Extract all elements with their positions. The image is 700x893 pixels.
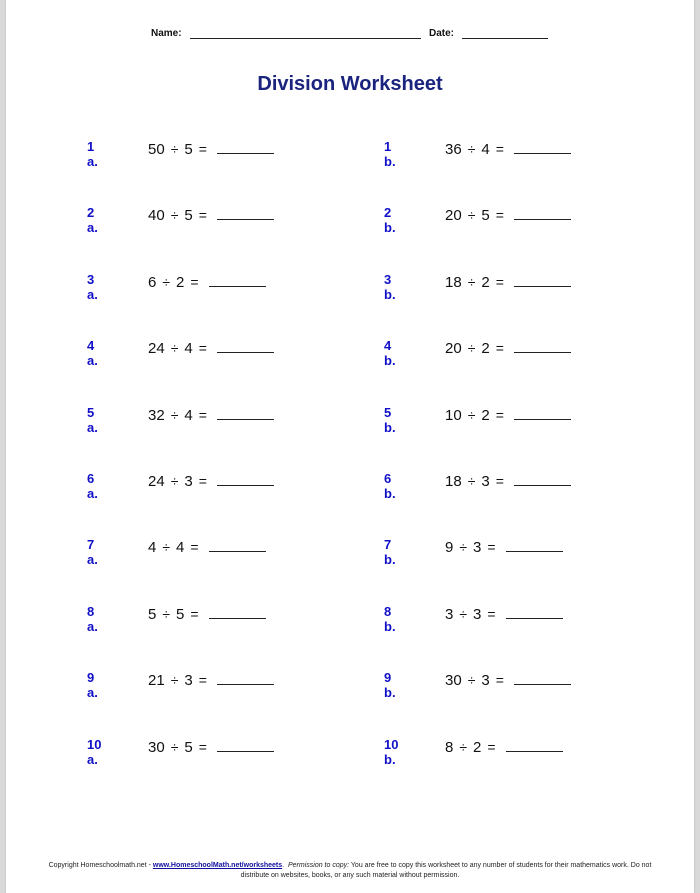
equals-sign: = bbox=[495, 406, 504, 423]
problem-number: 3 b. bbox=[384, 271, 396, 302]
divisor: 3 bbox=[481, 473, 490, 490]
divide-sign: ÷ bbox=[459, 738, 468, 755]
equals-sign: = bbox=[198, 141, 207, 157]
problem-number: 9 a. bbox=[87, 670, 98, 701]
divide-sign: ÷ bbox=[162, 605, 171, 622]
answer-blank[interactable] bbox=[514, 471, 571, 486]
divisor: 4 bbox=[184, 406, 193, 424]
dividend: 40 bbox=[148, 207, 165, 225]
equals-sign: = bbox=[198, 207, 207, 224]
dividend: 6 bbox=[148, 273, 157, 291]
divisor: 2 bbox=[481, 406, 490, 424]
equals-sign: = bbox=[487, 738, 496, 755]
problem-number: 5 a. bbox=[87, 404, 98, 435]
problem-number: 9 b. bbox=[384, 670, 396, 701]
division-expression bbox=[445, 338, 571, 357]
equals-sign: = bbox=[190, 605, 199, 622]
divide-sign: ÷ bbox=[467, 141, 476, 157]
name-label: Name: bbox=[151, 28, 182, 39]
divisor: 4 bbox=[481, 141, 490, 158]
equals-sign: = bbox=[198, 672, 207, 689]
dividend: 32 bbox=[148, 406, 165, 424]
division-expression bbox=[445, 205, 571, 224]
answer-blank[interactable] bbox=[514, 405, 571, 420]
equals-sign: = bbox=[495, 273, 504, 290]
page-title: Division Worksheet bbox=[257, 73, 443, 95]
equals-sign: = bbox=[495, 141, 504, 157]
division-expression bbox=[445, 604, 563, 623]
answer-blank[interactable] bbox=[217, 405, 274, 420]
equals-sign: = bbox=[190, 539, 199, 556]
equals-sign: = bbox=[495, 207, 504, 224]
divide-sign: ÷ bbox=[170, 672, 179, 689]
equals-sign: = bbox=[487, 605, 496, 622]
problem-number: 4 a. bbox=[87, 338, 98, 369]
permission-label: Permission to copy: bbox=[287, 862, 350, 869]
problem-number: 6 a. bbox=[87, 471, 98, 501]
problem-number: 4 b. bbox=[384, 338, 396, 369]
division-expression bbox=[148, 205, 274, 224]
problem-number: 7 a. bbox=[87, 537, 98, 568]
divisor: 5 bbox=[481, 207, 490, 225]
divisor: 4 bbox=[176, 539, 185, 557]
divisor: 2 bbox=[481, 273, 490, 291]
division-expression bbox=[445, 537, 563, 556]
divisor: 5 bbox=[184, 738, 193, 756]
divisor: 5 bbox=[184, 207, 193, 225]
dividend: 21 bbox=[148, 672, 165, 690]
divide-sign: ÷ bbox=[467, 473, 476, 489]
division-expression bbox=[445, 272, 571, 291]
answer-blank[interactable] bbox=[506, 737, 563, 752]
division-expression bbox=[445, 670, 571, 689]
division-expression bbox=[148, 338, 274, 357]
division-expression bbox=[148, 139, 274, 158]
divide-sign: ÷ bbox=[170, 738, 179, 755]
answer-blank[interactable] bbox=[217, 338, 274, 353]
permission-text: You are free to copy this worksheet to any number of students for their mathematics work. Do not distribute on websites, books, or any such material without permission. bbox=[240, 862, 652, 879]
divisor: 4 bbox=[184, 340, 193, 358]
equals-sign: = bbox=[495, 473, 504, 489]
dividend: 4 bbox=[148, 539, 157, 557]
date-blank-line bbox=[462, 38, 548, 39]
problem-number: 6 b. bbox=[384, 471, 396, 501]
copyright-text: Copyright Homeschoolmath.net - bbox=[48, 862, 153, 869]
divide-sign: ÷ bbox=[170, 340, 179, 357]
dividend: 18 bbox=[445, 473, 462, 490]
problem-number: 8 a. bbox=[87, 603, 98, 634]
problem-number: 10 b. bbox=[384, 736, 399, 767]
division-expression bbox=[148, 405, 274, 424]
problem-number: 8 b. bbox=[384, 603, 396, 634]
division-expression bbox=[148, 604, 266, 623]
divide-sign: ÷ bbox=[459, 539, 468, 556]
divisor: 2 bbox=[473, 738, 482, 756]
equals-sign: = bbox=[198, 340, 207, 357]
answer-blank[interactable] bbox=[209, 272, 266, 287]
dividend: 3 bbox=[445, 605, 454, 623]
answer-blank[interactable] bbox=[217, 205, 274, 220]
divide-sign: ÷ bbox=[467, 207, 476, 224]
equals-sign: = bbox=[495, 672, 504, 689]
date-label: Date: bbox=[429, 28, 455, 39]
homeschoolmath-link[interactable]: www.HomeschoolMath.net/worksheets bbox=[152, 862, 283, 869]
equals-sign: = bbox=[198, 406, 207, 423]
divisor: 5 bbox=[184, 141, 193, 158]
answer-blank[interactable] bbox=[506, 604, 563, 619]
division-expression bbox=[148, 471, 274, 490]
division-expression bbox=[445, 471, 571, 490]
problem-number: 2 b. bbox=[384, 205, 396, 236]
worksheet-page bbox=[6, 0, 694, 893]
division-expression bbox=[445, 737, 563, 756]
divisor: 2 bbox=[481, 340, 490, 358]
division-expression bbox=[445, 139, 571, 158]
dividend: 36 bbox=[445, 141, 462, 158]
division-expression bbox=[445, 405, 571, 424]
equals-sign: = bbox=[198, 738, 207, 755]
divide-sign: ÷ bbox=[459, 605, 468, 622]
equals-sign: = bbox=[495, 340, 504, 357]
dividend: 30 bbox=[148, 738, 165, 756]
divide-sign: ÷ bbox=[170, 207, 179, 224]
problem-number: 5 b. bbox=[384, 404, 396, 435]
problem-number: 1 a. bbox=[87, 139, 98, 169]
division-expression bbox=[148, 737, 274, 756]
dividend: 10 bbox=[445, 406, 462, 424]
problem-number: 10 a. bbox=[87, 736, 102, 767]
copyright-footer: Copyright Homeschoolmath.net - www.HomeschoolMath.net/worksheets. Permission to copy: You are free to copy this worksheet to any number of students for their mathematics work. Do not distribute on websites, books, or any such material without permission. bbox=[48, 862, 652, 879]
equals-sign: = bbox=[198, 473, 207, 489]
dividend: 18 bbox=[445, 273, 462, 291]
divide-sign: ÷ bbox=[162, 273, 171, 290]
division-expression bbox=[148, 272, 266, 291]
divisor: 3 bbox=[473, 539, 482, 557]
answer-blank[interactable] bbox=[514, 670, 571, 685]
equals-sign: = bbox=[190, 273, 199, 290]
answer-blank[interactable] bbox=[217, 737, 274, 752]
divide-sign: ÷ bbox=[170, 473, 179, 489]
divisor: 3 bbox=[184, 672, 193, 690]
problem-number: 7 b. bbox=[384, 537, 396, 568]
dividend: 50 bbox=[148, 141, 165, 158]
answer-blank[interactable] bbox=[209, 537, 266, 552]
division-expression bbox=[148, 670, 274, 689]
dividend: 5 bbox=[148, 605, 157, 623]
answer-blank[interactable] bbox=[209, 604, 266, 619]
divide-sign: ÷ bbox=[162, 539, 171, 556]
answer-blank[interactable] bbox=[217, 139, 274, 154]
divide-sign: ÷ bbox=[467, 406, 476, 423]
problem-number: 3 a. bbox=[87, 271, 98, 302]
answer-blank[interactable] bbox=[514, 205, 571, 220]
dividend: 20 bbox=[445, 340, 462, 358]
answer-blank[interactable] bbox=[514, 272, 571, 287]
divisor: 2 bbox=[176, 273, 185, 291]
dividend: 8 bbox=[445, 738, 454, 756]
dividend: 9 bbox=[445, 539, 454, 557]
divide-sign: ÷ bbox=[170, 141, 179, 157]
dividend: 24 bbox=[148, 340, 165, 358]
name-blank-line bbox=[190, 38, 421, 39]
problem-number: 1 b. bbox=[384, 139, 396, 169]
division-expression bbox=[148, 537, 266, 556]
dividend: 20 bbox=[445, 207, 462, 225]
dividend: 30 bbox=[445, 672, 462, 690]
divide-sign: ÷ bbox=[467, 273, 476, 290]
answer-blank[interactable] bbox=[514, 139, 571, 154]
answer-blank[interactable] bbox=[217, 471, 274, 486]
equals-sign: = bbox=[487, 539, 496, 556]
divisor: 5 bbox=[176, 605, 185, 623]
divide-sign: ÷ bbox=[467, 340, 476, 357]
answer-blank[interactable] bbox=[217, 670, 274, 685]
divisor: 3 bbox=[481, 672, 490, 690]
divide-sign: ÷ bbox=[170, 406, 179, 423]
answer-blank[interactable] bbox=[506, 537, 563, 552]
divisor: 3 bbox=[473, 605, 482, 623]
answer-blank[interactable] bbox=[514, 338, 571, 353]
divisor: 3 bbox=[184, 473, 193, 490]
divide-sign: ÷ bbox=[467, 672, 476, 689]
dividend: 24 bbox=[148, 473, 165, 490]
worksheet-header bbox=[6, 28, 694, 44]
problem-number: 2 a. bbox=[87, 205, 98, 236]
